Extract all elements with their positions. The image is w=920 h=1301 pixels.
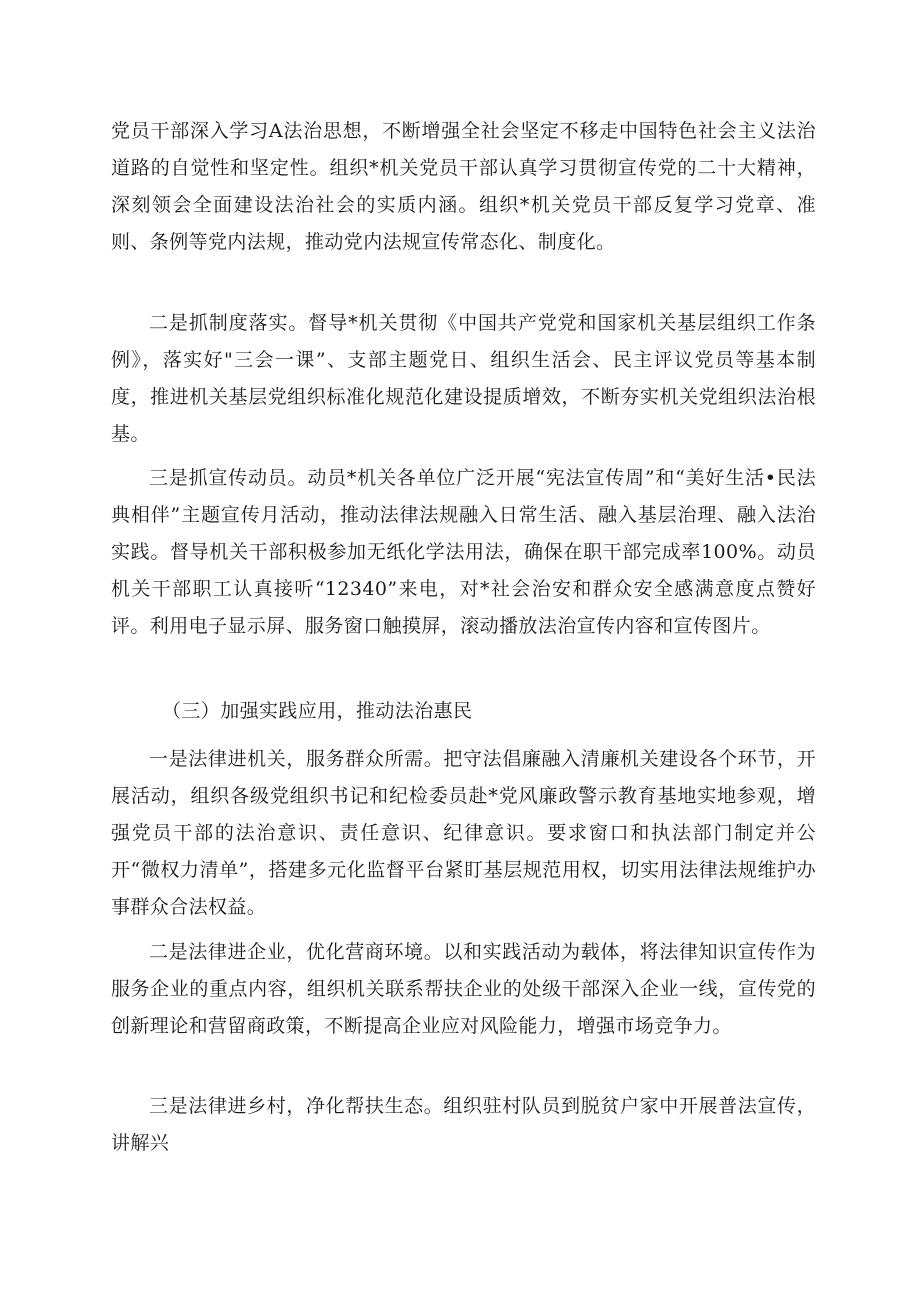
section-heading: （三）加强实践应用，推动法治惠民	[162, 700, 473, 722]
paragraph-law-into-enterprises: 二是法律进企业，优化营商环境。以和实践活动为载体，将法律知识宣传作为服务企业的重点内容，组织机关联系帮扶企业的处级干部深入企业一线，宣传党的创新理论和营留商政策，不断提高企业应对风险能力，增强市场竞争力。	[111, 941, 816, 1037]
paragraph-law-into-villages: 三是法律进乡村，净化帮扶生态。组织驻村队员到脱贫户家中开展普法宣传，讲解兴	[111, 1095, 816, 1154]
paragraph-system-implementation: 二是抓制度落实。督导*机关贯彻《中国共产党党和国家机关基层组织工作条例》，落实好"三会一课”、支部主题党日、组织生活会、民主评议党员等基本制度，推进机关基层党组织标准化规范化建设提质增效，不断夯实机关党组织法治根基。	[111, 312, 816, 445]
paragraph-law-into-agencies: 一是法律进机关，服务群众所需。把守法倡廉融入清廉机关建设各个环节，开展活动，组织各级党组织书记和纪检委员赴*党风廉政警示教育基地实地参观，增强党员干部的法治意识、责任意识、纪律意识。要求窗口和执法部门制定并公开“微权力清单”，搭建多元化监督平台紧盯基层规范用权，切实用法律法规维护办事群众合法权益。	[111, 748, 816, 918]
paragraph-law-study: 党员干部深入学习A法治思想，不断增强全社会坚定不移走中国特色社会主义法治道路的自觉性和坚定性。组织*机关党员干部认真学习贯彻宣传党的二十大精神，深刻领会全面建设法治社会的实质内涵。组织*机关党员干部反复学习党章、准则、条例等党内法规，推动党内法规宣传常态化、制度化。	[111, 120, 816, 253]
paragraph-publicity-mobilization: 三是抓宣传动员。动员*机关各单位广泛开展“宪法宣传周”和“美好生活•民法典相伴”主题宣传月活动，推动法律法规融入日常生活、融入基层治理、融入法治实践。督导机关干部积极参加无纸化学法用法，确保在职干部完成率100%。动员机关干部职工认真接听“12340”来电，对*社会治安和群众安全感满意度点赞好评。利用电子显示屏、服务窗口触摸屏，滚动播放法治宣传内容和宣传图片。	[111, 467, 816, 637]
